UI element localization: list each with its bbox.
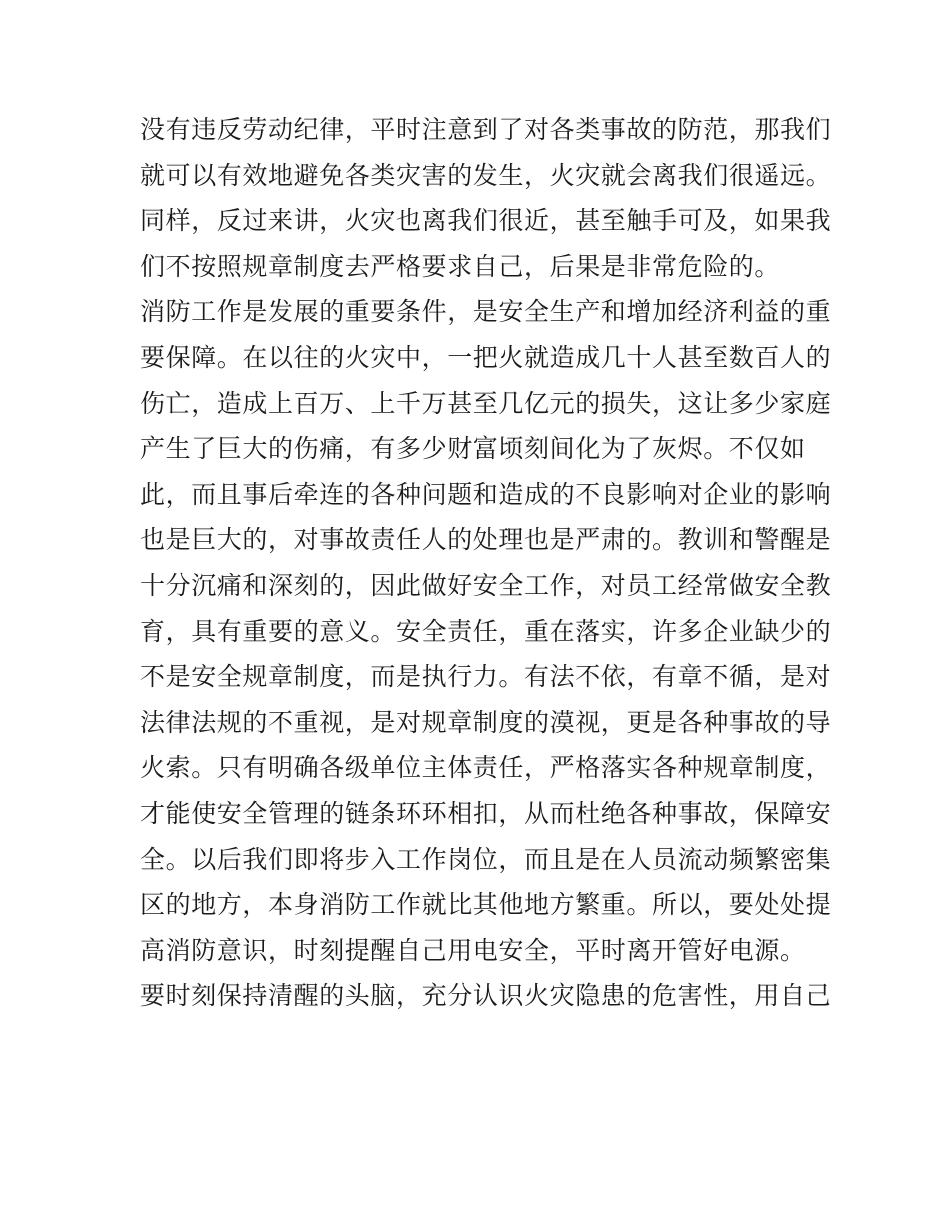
text-line: 高消防意识，时刻提醒自己用电安全，平时离开管好电源。 bbox=[140, 935, 806, 965]
text-line: 此，而且事后牵连的各种问题和造成的不良影响对企业的影响 bbox=[140, 479, 832, 509]
text-line: 才能使安全管理的链条环环相扣，从而杜绝各种事故，保障安 bbox=[140, 798, 832, 828]
text-line: 全。以后我们即将步入工作岗位，而且是在人员流动频繁密集 bbox=[140, 844, 832, 874]
body-text bbox=[140, 107, 832, 1019]
text-line: 不是安全规章制度，而是执行力。有法不依，有章不循，是对 bbox=[140, 662, 832, 692]
text-line: 十分沉痛和深刻的，因此做好安全工作，对员工经常做安全教 bbox=[140, 570, 832, 600]
text-line: 消防工作是发展的重要条件，是安全生产和增加经济利益的重 bbox=[140, 297, 832, 327]
text-line: 法律法规的不重视，是对规章制度的漠视，更是各种事故的导 bbox=[140, 707, 832, 737]
text-line: 区的地方，本身消防工作就比其他地方繁重。所以，要处处提 bbox=[140, 890, 832, 920]
text-line: 同样，反过来讲，火灾也离我们很近，甚至触手可及，如果我 bbox=[140, 206, 832, 236]
text-line: 们不按照规章制度去严格要求自己，后果是非常危险的。 bbox=[140, 251, 781, 281]
text-line: 伤亡，造成上百万、上千万甚至几亿元的损失，这让多少家庭 bbox=[140, 388, 832, 418]
text-line: 育，具有重要的意义。安全责任，重在落实，许多企业缺少的 bbox=[140, 616, 832, 646]
text-line: 要保障。在以往的火灾中，一把火就造成几十人甚至数百人的 bbox=[140, 342, 832, 372]
text-line: 产生了巨大的伤痛，有多少财富顷刻间化为了灰烬。不仅如 bbox=[140, 434, 806, 464]
text-line: 没有违反劳动纪律，平时注意到了对各类事故的防范，那我们 bbox=[140, 115, 832, 144]
text-line: 也是巨大的，对事故责任人的处理也是严肃的。教训和警醒是 bbox=[140, 525, 832, 555]
text-line: 要时刻保持清醒的头脑，充分认识火灾隐患的危害性，用自己 bbox=[140, 981, 832, 1011]
text-line: 就可以有效地避免各类灾害的发生，火灾就会离我们很遥远。 bbox=[140, 160, 832, 190]
text-line: 火索。只有明确各级单位主体责任，严格落实各种规章制度， bbox=[140, 753, 832, 783]
